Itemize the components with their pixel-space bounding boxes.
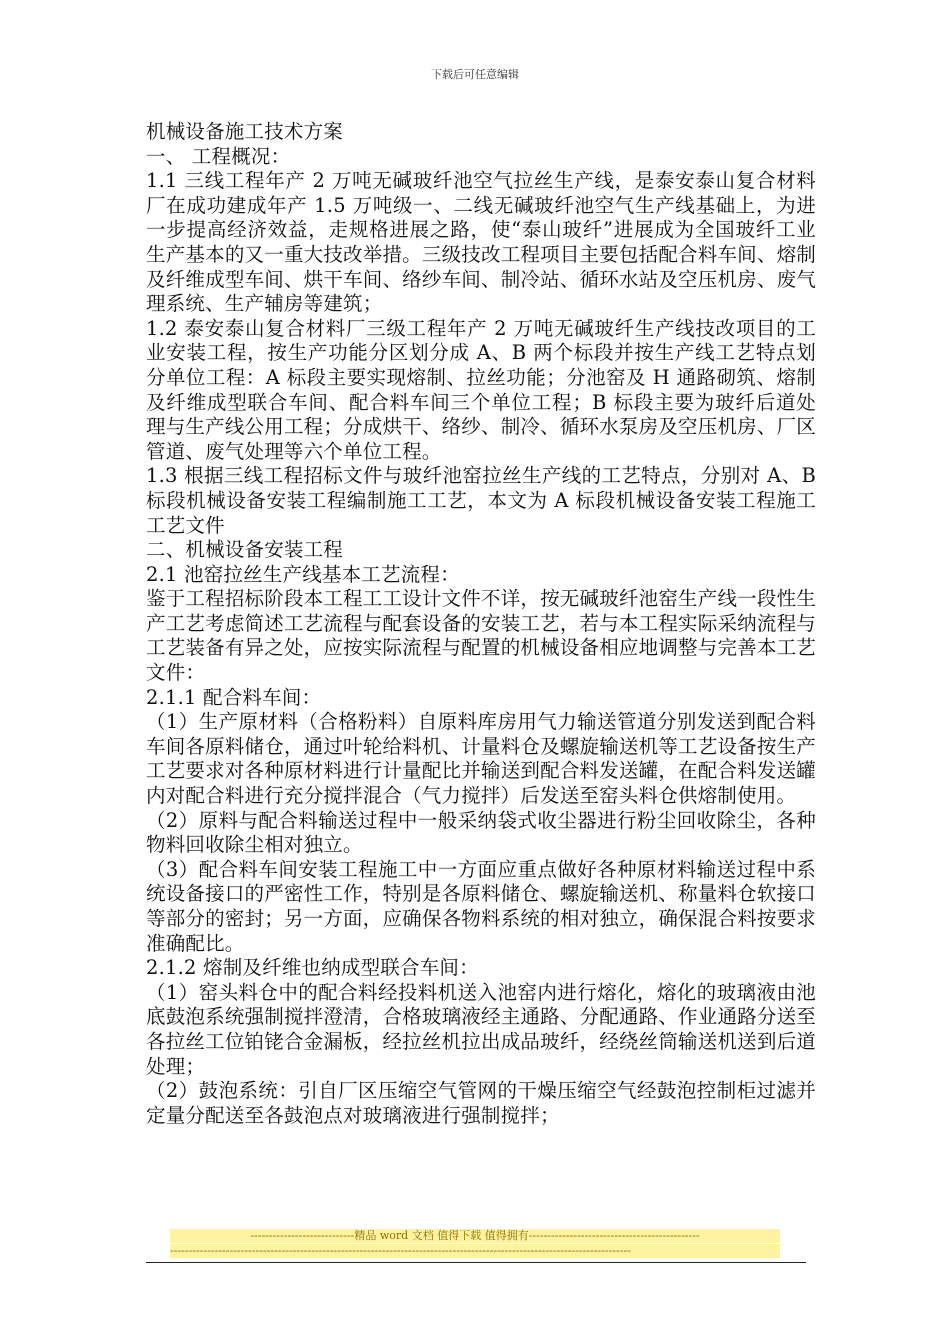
- paragraph: （2）鼓泡系统：引自厂区压缩空气管网的干燥压缩空气经鼓泡控制柜过滤并定量分配送至各鼓泡点对玻璃液进行强制搅拌；: [146, 1079, 816, 1127]
- footer-banner: ----------------------------精品 word 文档 值得下载 值得拥有----------------------------------------------: [170, 1229, 780, 1243]
- section-heading: 一、 工程概况：: [146, 144, 291, 168]
- paragraph: 鉴于工程招标阶段本工程工工设计文件不详，按无碱玻纤池窑生产线一段性生产工艺考虑简述工艺流程与配套设备的安装工艺，若与本工程实际采纳流程与工艺装备有异之处，应按实际流程与配置的机械设备相应地调整与完善本工艺文件：: [146, 587, 816, 685]
- subsection-heading: 2.1.1 配合料车间：: [146, 685, 322, 709]
- paragraph: 1.1 三线工程年产 2 万吨无碱玻纤池空气拉丝生产线，是泰安泰山复合材料厂在成功建成年产 1.5 万吨级一、二线无碱玻纤池空气生产线基础上，为进一步提高经济效益，走规格进展之路，使“泰山玻纤”进展成为全国玻纤工业生产基本的又一重大技改举措。三级技改工程项目主要包括配合料车间、熔制及纤维成型车间、烘干车间、络纱车间、制冷站、循环水站及空压机房、废气理系统、生产辅房等建筑；: [146, 169, 816, 316]
- paragraph: 1.2 泰安泰山复合材料厂三级工程年产 2 万吨无碱玻纤生产线技改项目的工业安装工程，按生产功能分区划分成 A、B 两个标段并按生产线工艺特点划分单位工程：A 标段主要实现熔制、拉丝功能；分池窑及 H 通路砌筑、熔制及纤维成型联合车间、配合料车间三个单位工程；B 标段主要为玻纤后道处理与生产线公用工程；分成烘干、络纱、制冷、循环水泵房及空压机房、厂区管道、废气处理等六个单位工程。: [146, 316, 816, 463]
- document-title: 机械设备施工技术方案: [146, 120, 344, 143]
- footer-dashes: ----------------------------------------------------------------------------------------------------------------------------: [170, 1244, 780, 1258]
- paragraph: （2）原料与配合料输送过程中一般采纳袋式收尘器进行粉尘回收除尘，各种物料回收除尘相对独立。: [146, 808, 816, 857]
- subsection-heading: 2.1.2 熔制及纤维也纳成型联合车间：: [146, 956, 479, 980]
- paragraph: （3）配合料车间安装工程施工中一方面应重点做好各种原材料输送过程中系统设备接口的严密性工作，特别是各原料储仓、螺旋输送机、称量料仓软接口等部分的密封；另一方面，应确保各物料系统的相对独立，确保混合料按要求准确配比。: [146, 857, 816, 955]
- section-heading: 二、机械设备安装工程: [146, 538, 344, 562]
- document-body: [146, 120, 816, 1128]
- header-note: 下载后可任意编辑: [431, 68, 519, 81]
- paragraph: 1.3 根据三线工程招标文件与玻纤池窑拉丝生产线的工艺特点，分别对 A、B 标段机械设备安装工程编制施工工艺，本文为 A 标段机械设备安装工程施工工艺文件: [146, 464, 816, 537]
- paragraph: （1）窑头料仓中的配合料经投料机送入池窑内进行熔化，熔化的玻璃液由池底鼓泡系统强制搅拌澄清，合格玻璃液经主通路、分配通路、作业通路分送至各拉丝工位铂铑合金漏板，经拉丝机拉出成品玻纤，经绕丝筒输送机送到后道处理；: [146, 980, 816, 1078]
- paragraph: （1）生产原材料（合格粉料）自原料库房用气力输送管道分别发送到配合料车间各原料储仓，通过叶轮给料机、计量料仓及螺旋输送机等工艺设备按生产工艺要求对各种原材料进行计量配比并输送到配合料发送罐，在配合料发送罐内对配合料进行充分搅拌混合（气力搅拌）后发送至窑头料仓供熔制使用。: [146, 710, 816, 808]
- footer-rule: [146, 1262, 806, 1263]
- subsection-heading: 2.1 池窑拉丝生产线基本工艺流程：: [146, 562, 460, 586]
